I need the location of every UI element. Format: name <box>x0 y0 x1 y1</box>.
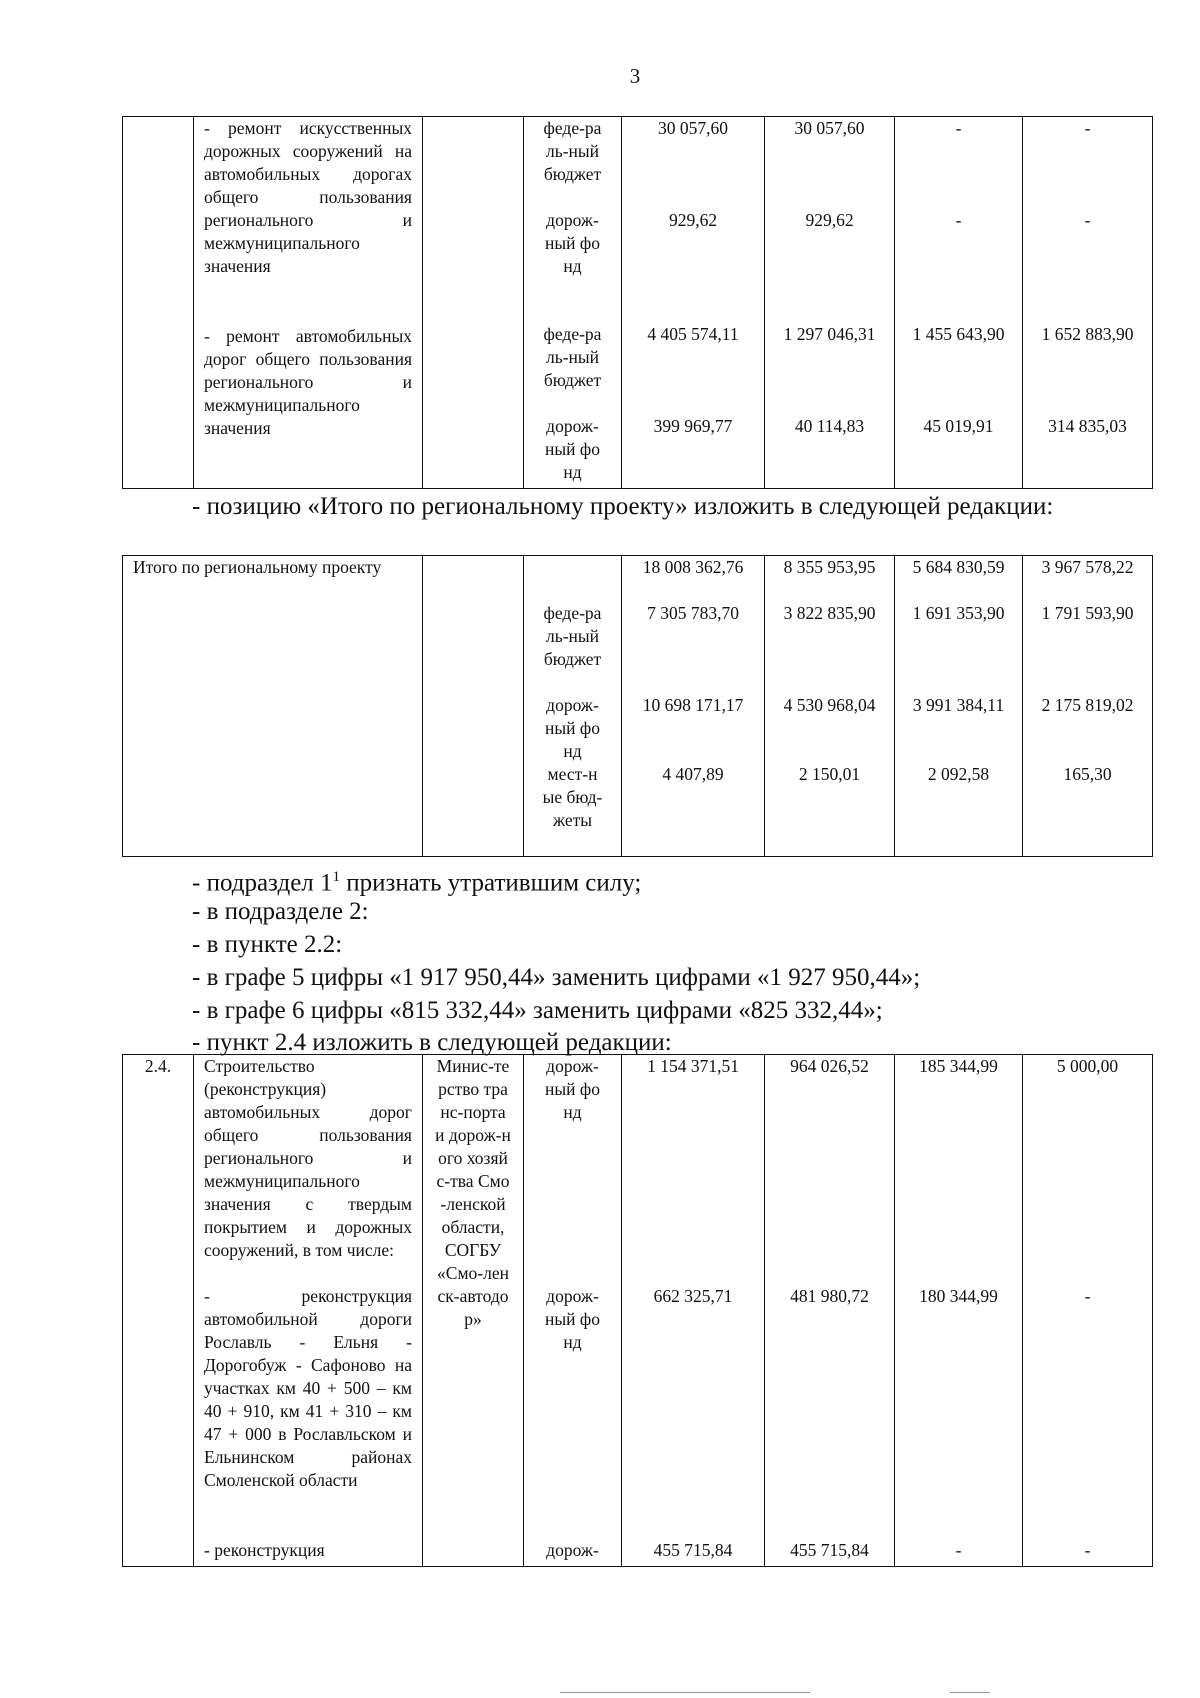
value-total <box>622 117 765 489</box>
value: 8 355 953,95 <box>783 557 876 577</box>
value: 1 652 883,90 <box>1041 324 1134 344</box>
value: 40 114,83 <box>794 416 865 436</box>
value: 314 835,03 <box>1048 416 1127 436</box>
value: 1 791 593,90 <box>1041 603 1134 623</box>
amendment-paragraph: - в подразделе 2: <box>192 898 369 925</box>
paragraph-text: - позицию «Итого по региональному проекту» изложить в следующей редакции: <box>192 493 1054 520</box>
value-year3 <box>1023 556 1153 857</box>
value: 10 698 171,17 <box>642 695 744 715</box>
funding-table-repairs <box>122 116 1153 489</box>
source-label: феде-раль-ный бюджет <box>543 118 602 184</box>
value: 3 991 384,11 <box>912 695 1005 715</box>
value: 165,30 <box>1063 764 1112 784</box>
row-description: - реконструкция автомобильной дороги Рославль - Ельня - Дорогобуж - Сафоново на участках км 40 + 500 – км 40 + 910, км 41 + 310 – км 47 + 000 в Рославльском и Ельнинском районах Смоленской области <box>204 1286 412 1490</box>
source-label: дорож-ный фонд <box>545 695 600 761</box>
value: 1 455 643,90 <box>912 324 1005 344</box>
value-year1 <box>765 1055 895 1567</box>
amendment-paragraph <box>192 861 641 899</box>
value: 964 026,52 <box>790 1056 869 1076</box>
description-cell <box>194 117 423 489</box>
value: 4 407,89 <box>662 764 724 784</box>
value: 662 325,71 <box>653 1286 733 1306</box>
value: - <box>1084 118 1091 138</box>
source-label: дорож-ный фонд <box>545 416 600 482</box>
value: 1 691 353,90 <box>912 603 1005 623</box>
value: 45 019,91 <box>923 416 994 436</box>
value: 3 822 835,90 <box>783 603 876 623</box>
value: 4 530 968,04 <box>783 695 876 715</box>
source-label: дорож-ный фонд <box>545 210 600 276</box>
item-number-cell <box>123 117 194 489</box>
total-description: Итого по региональному проекту <box>133 557 382 577</box>
value: - <box>1084 210 1091 230</box>
value-year1 <box>765 117 895 489</box>
amendment-paragraph: - в графе 5 цифры «1 917 950,44» заменить цифрами «1 927 950,44»; <box>192 964 921 991</box>
value: 1 154 371,51 <box>647 1056 739 1076</box>
source-label: феде-раль-ный бюджет <box>543 603 602 669</box>
executor-cell <box>423 556 524 857</box>
value: 30 057,60 <box>658 118 728 138</box>
value: - <box>1084 1540 1091 1560</box>
total-description-cell <box>123 556 423 857</box>
value: 18 008 362,76 <box>642 557 744 577</box>
value-year2 <box>895 117 1023 489</box>
amendment-paragraph: - в графе 6 цифры «815 332,44» заменить цифрами «825 332,44»; <box>192 997 883 1024</box>
value: - <box>1084 1286 1091 1306</box>
description-cell <box>194 1055 423 1567</box>
page-number: 3 <box>629 64 641 88</box>
value-year2 <box>895 1055 1023 1567</box>
value: 3 967 578,22 <box>1041 557 1134 577</box>
row-description: - реконструкция <box>204 1540 325 1560</box>
value: 7 305 783,70 <box>647 603 739 623</box>
scan-artifact <box>560 1692 810 1693</box>
value: 455 715,84 <box>790 1540 869 1560</box>
funding-table-total <box>122 555 1153 857</box>
amendment-paragraph: - пункт 2.4 изложить в следующей редакции: <box>192 1029 672 1056</box>
value-total <box>622 556 765 857</box>
source-label: феде-раль-ный бюджет <box>543 324 602 390</box>
source-label: дорож- <box>546 1540 599 1560</box>
row-description: - ремонт автомобильных дорог общего пользования регионального и межмуниципального значения <box>204 326 412 438</box>
source-cell <box>524 556 622 857</box>
superscript: 1 <box>332 869 341 885</box>
value: 481 980,72 <box>790 1286 869 1306</box>
value: 5 684 830,59 <box>912 557 1005 577</box>
value: - <box>955 1540 962 1560</box>
paragraph-text: признать утратившим силу; <box>340 869 642 897</box>
value: 2 150,01 <box>798 764 861 784</box>
value: 180 344,99 <box>919 1286 998 1306</box>
executor-cell <box>423 117 524 489</box>
executor-cell <box>423 1055 524 1567</box>
source-cell <box>524 1055 622 1567</box>
amendment-paragraph: - в пункте 2.2: <box>192 931 343 958</box>
value: 455 715,84 <box>653 1540 733 1560</box>
value: - <box>955 118 962 138</box>
value-total <box>622 1055 765 1567</box>
value-year2 <box>895 556 1023 857</box>
value: 2 175 819,02 <box>1041 695 1134 715</box>
value-year3 <box>1023 1055 1153 1567</box>
value: 929,62 <box>668 210 718 230</box>
source-cell <box>524 117 622 489</box>
value: 30 057,60 <box>794 118 865 138</box>
row-description: Строительство (реконструкция) автомобильных дорог общего пользования регионального и межмуниципального значения с твердым покрытием и дорожных сооружений, в том числе: <box>204 1056 412 1260</box>
scan-artifact <box>950 1692 990 1693</box>
value: 185 344,99 <box>919 1056 998 1076</box>
source-label: дорож-ный фонд <box>545 1056 600 1122</box>
value-year3 <box>1023 117 1153 489</box>
source-label: дорож-ный фонд <box>545 1286 600 1352</box>
value: 1 297 046,31 <box>783 324 876 344</box>
paragraph-text: - подраздел 1 <box>192 869 333 897</box>
executor-text: Минис-терство транс-порта и дорож-ного хозяйс-тва Смо-ленской области, СОГБУ «Смо-ленск-автодор» <box>435 1056 511 1329</box>
value: 2 092,58 <box>927 764 990 784</box>
value: - <box>955 210 962 230</box>
row-description: - ремонт искусственных дорожных сооружений на автомобильных дорогах общего пользования регионального и межмуниципального значения <box>204 118 412 276</box>
amendment-paragraph <box>122 490 1152 523</box>
source-label: мест-ные бюд-жеты <box>542 764 603 830</box>
value: 399 969,77 <box>653 416 733 436</box>
funding-table-construction <box>122 1054 1153 1567</box>
value-year1 <box>765 556 895 857</box>
value: 4 405 574,11 <box>647 324 739 344</box>
value: 5 000,00 <box>1056 1056 1119 1076</box>
value: 929,62 <box>805 210 854 230</box>
item-number-cell <box>123 1055 194 1567</box>
item-number: 2.4. <box>144 1056 172 1076</box>
